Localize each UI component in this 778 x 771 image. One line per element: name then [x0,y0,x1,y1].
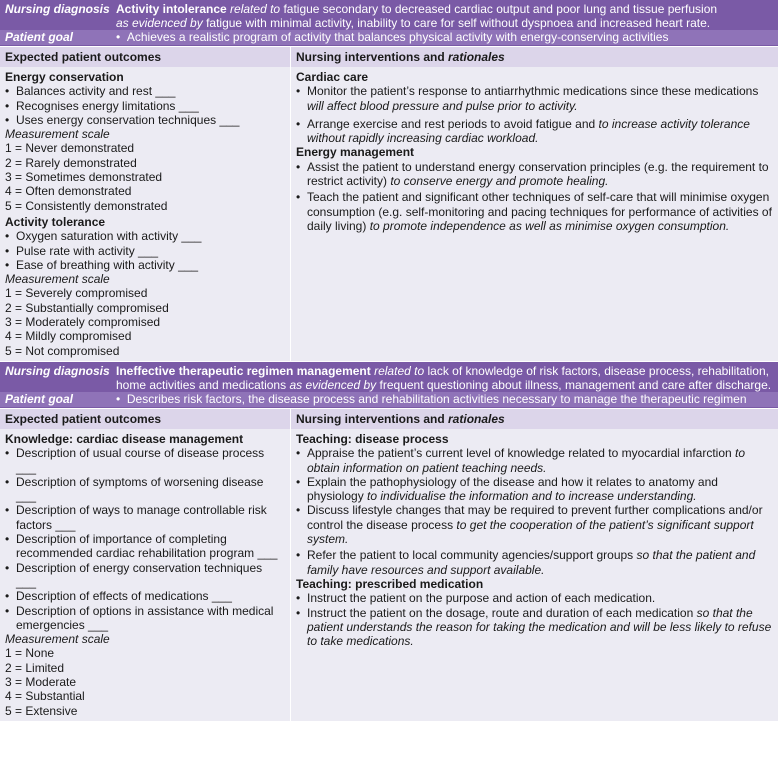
outcomes-column-2 [0,429,290,721]
section-body-1 [0,67,778,361]
list-item: • Description of effects of medications ___ [5,589,285,603]
section-title: Knowledge: cardiac disease management [5,431,244,446]
section-title: Energy conservation [5,70,124,84]
list-item: • Monitor the patient’s response to antiarrhythmic medications since these medications will affect blood pressure and pulse prior to activity. [296,84,773,113]
outcome-list [5,229,285,272]
scale-item: 5 = Extensive [5,703,78,718]
scale-item: 5 = Consistently demonstrated [5,198,168,213]
list-item: • Description of energy conservation techniques ___ [5,561,285,590]
scale-item: 4 = Mildly compromised [5,329,132,344]
section-title: Teaching: disease process [296,431,449,446]
scale-item: 1 = None [5,646,55,661]
nursing-diagnosis-label: Nursing diagnosis [5,2,110,16]
list-item: • Description of usual course of disease process ___ [5,446,285,475]
list-item: • Explain the pathophysiology of the disease and how it relates to anatomy and physiology to individualise the information and to increase understanding. [296,475,773,504]
list-item: • Instruct the patient on the dosage, route and duration of each medication so that the patient understands the reason for taking the medication and will be less likely to refuse to take medications. [296,606,773,649]
scale-item: 3 = Moderately compromised [5,315,161,330]
outcome-list [5,446,285,632]
list-item: • Refer the patient to local community agencies/support groups so that the patient and family have resources and support available. [296,548,773,577]
scale-title: Measurement scale [5,127,110,142]
diagnosis-banner-1 [0,0,778,46]
scale-item: 2 = Limited [5,660,65,675]
intervention-list [296,446,773,577]
section-body-2 [0,429,778,721]
list-item: • Recognises energy limitations ___ [5,99,285,113]
scale-item: 1 = Never demonstrated [5,141,135,156]
outcomes-header: Expected patient outcomes [5,50,162,64]
list-item: • Discuss lifestyle changes that may be required to prevent further complications and/or control the disease process to get the cooperation of the patient’s significant support system. [296,503,773,546]
section-title: Energy management [296,145,415,160]
scale-item: 4 = Substantial [5,689,85,704]
interventions-header: Nursing interventions and rationales [290,409,778,429]
list-item: • Instruct the patient on the purpose and action of each medication. [296,591,773,605]
scale-item: 1 = Severely compromised [5,286,148,301]
list-item: • Teach the patient and significant other techniques of self-care that will minimise oxygen consumption (e.g. self-monitoring and pacing techniques for performance of activities of daily living) to promote independence as well as minimise oxygen consumption. [296,190,773,233]
bullet-icon: • [116,391,127,406]
diagnosis-banner-2 [0,361,778,408]
scale-item: 5 = Not compromised [5,343,120,358]
interventions-header: Nursing interventions and rationales [290,47,778,67]
scale-item: 3 = Moderate [5,674,77,689]
outcomes-header: Expected patient outcomes [5,411,162,426]
section-title: Activity tolerance [5,214,106,229]
bullet-icon: • [116,30,127,44]
list-item: • Uses energy conservation techniques ___ [5,113,285,127]
outcomes-column-1 [0,67,290,361]
section-title: Cardiac care [296,70,369,84]
list-item: • Description of importance of completing recommended cardiac rehabilitation program ___ [5,532,285,561]
outcome-list [5,84,285,127]
scale-title: Measurement scale [5,632,110,647]
column-header-2 [0,408,778,429]
list-item: • Description of symptoms of worsening disease ___ [5,475,285,504]
list-item: • Pulse rate with activity ___ [5,244,285,258]
list-item: • Oxygen saturation with activity ___ [5,229,285,243]
scale-item: 2 = Substantially compromised [5,300,169,315]
patient-goal-1: • Achieves a realistic program of activity that balances physical activity with energy-conserving activities [116,30,778,45]
patient-goal-label: Patient goal [0,30,120,45]
interventions-column-1 [290,67,778,361]
patient-goal-2: • Describes risk factors, the disease process and rehabilitation activities necessary to manage the therapeutic regimen [116,392,778,407]
interventions-column-2 [290,429,778,721]
column-header-1 [0,46,778,67]
list-item: • Arrange exercise and rest periods to avoid fatigue and to increase activity tolerance without rapidly increasing cardiac workload. [296,117,773,146]
scale-title: Measurement scale [5,272,110,287]
list-item: • Description of ways to manage controllable risk factors ___ [5,503,285,532]
diagnosis-text-1: Activity intolerance related to fatigue secondary to decreased cardiac output and poor lung and tissue perfusion as evidenced by fatigue with minimal activity, inability to care for self without dyspnoea and increased heart rate. [116,2,718,30]
section-title: Teaching: prescribed medication [296,576,484,591]
diagnosis-text-2: Ineffective therapeutic regimen management related to lack of knowledge of risk factors, disease process, rehabilitation, home activities and medications as evidenced by frequent questioning about illness, management and care after discharge. [116,363,772,392]
list-item: • Appraise the patient’s current level of knowledge related to myocardial infarction to obtain information on patient teaching needs. [296,446,773,475]
list-item: • Ease of breathing with activity ___ [5,258,285,272]
list-item: • Balances activity and rest ___ [5,84,285,98]
scale-item: 2 = Rarely demonstrated [5,155,137,170]
intervention-list [296,591,773,648]
patient-goal-label: Patient goal [0,392,120,407]
intervention-list [296,84,773,145]
scale-item: 4 = Often demonstrated [5,184,132,199]
intervention-list [296,160,773,233]
list-item: • Assist the patient to understand energy conservation principles (e.g. the requirement to restrict activity) to conserve energy and promote healing. [296,160,773,189]
scale-item: 3 = Sometimes demonstrated [5,170,163,185]
nursing-diagnosis-label: Nursing diagnosis [5,363,110,378]
list-item: • Description of options in assistance with medical emergencies ___ [5,604,285,633]
